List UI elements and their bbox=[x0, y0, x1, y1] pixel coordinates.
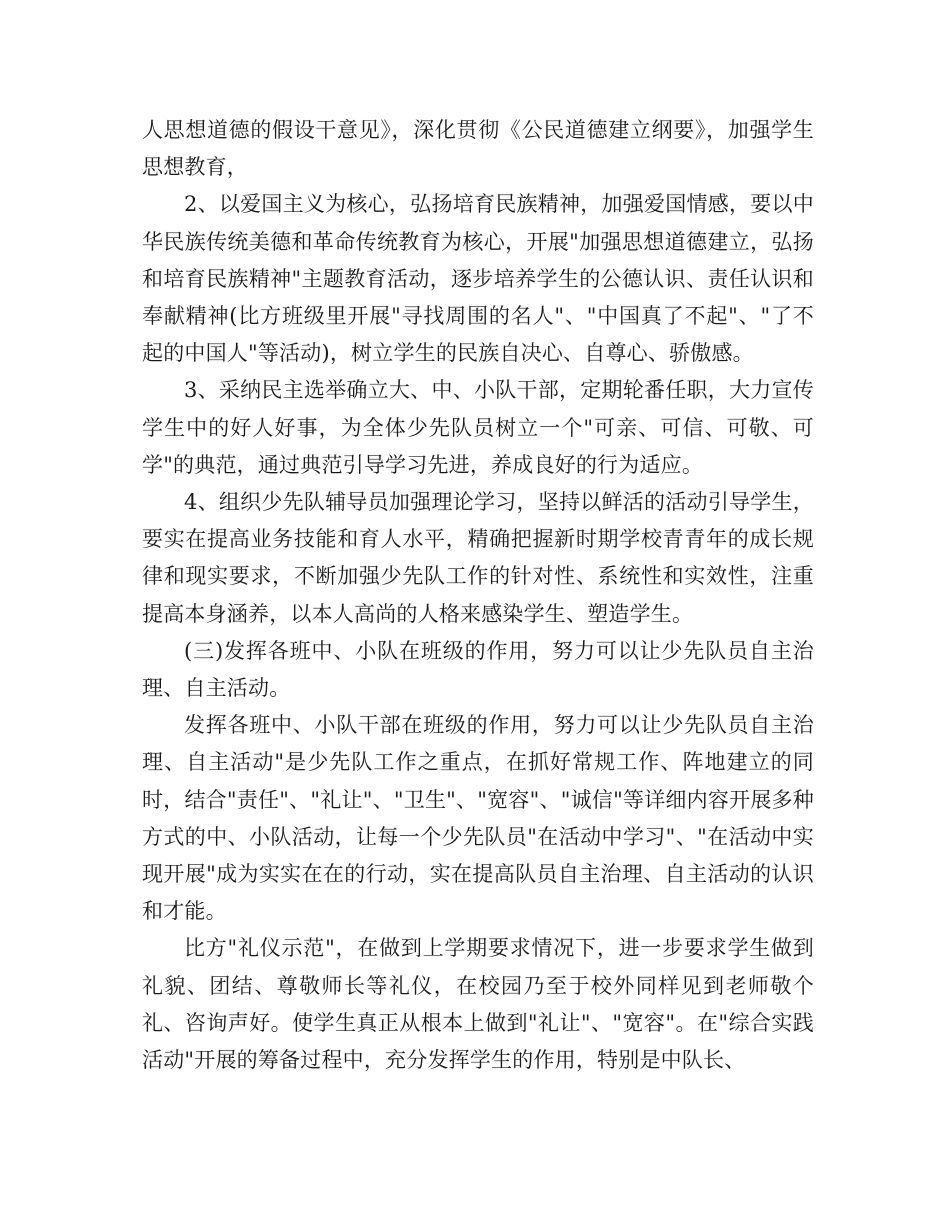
section-heading-3: (三)发挥各班中、小队在班级的作用，努力可以让少先队员自主治理、自主活动。 bbox=[142, 638, 814, 701]
paragraph-body-2: 比方"礼仪示范"，在做到上学期要求情况下，进一步要求学生做到礼貌、团结、尊敬师长等礼仪，在校园乃至于校外同样见到老师敬个礼、咨询声好。使学生真正从根本上做到"礼让"、"宽容"。在"综合实践活动"开展的筹备过程中，充分发挥学生的作用，特别是中队长、 bbox=[142, 936, 814, 1073]
paragraph-item-3: 3、采纳民主选举确立大、中、小队干部，定期轮番任职，大力宣传学生中的好人好事，为全体少先队员树立一个"可亲、可信、可敬、可学"的典范，通过典范引导学习先进，养成良好的行为适应。 bbox=[142, 378, 814, 477]
paragraph-body-1: 发挥各班中、小队干部在班级的作用，努力可以让少先队员自主治理、自主活动"是少先队工作之重点，在抓好常规工作、阵地建立的同时，结合"责任"、"礼让"、"卫生"、"宽容"、"诚信"等详细内容开展多种方式的中、小队活动，让每一个少先队员"在活动中学习"、"在活动中实现开展"成为实实在在的行动，实在提高队员自主治理、自主活动的认识和才能。 bbox=[142, 713, 814, 924]
paragraph-continuation: 人思想道德的假设干意见》，深化贯彻《公民道德建立纲要》，加强学生思想教育， bbox=[142, 118, 814, 180]
document-body bbox=[142, 112, 814, 1079]
paragraph-item-2: 2、以爱国主义为核心，弘扬培育民族精神，加强爱国情感，要以中华民族传统美德和革命传统教育为核心，开展"加强思想道德建立，弘扬和培育民族精神"主题教育活动，逐步培养学生的公德认识、责任认识和奉献精神(比方班级里开展"寻找周围的名人"、"中国真了不起"、"了不起的中国人"等活动)，树立学生的民族自决心、自尊心、骄傲感。 bbox=[142, 192, 814, 366]
paragraph-item-4: 4、组织少先队辅导员加强理论学习，坚持以鲜活的活动引导学生，要实在提高业务技能和育人水平，精确把握新时期学校青青年的成长规律和现实要求，不断加强少先队工作的针对性、系统性和实效性，注重提高本身涵养，以本人高尚的人格来感染学生、塑造学生。 bbox=[142, 490, 814, 626]
